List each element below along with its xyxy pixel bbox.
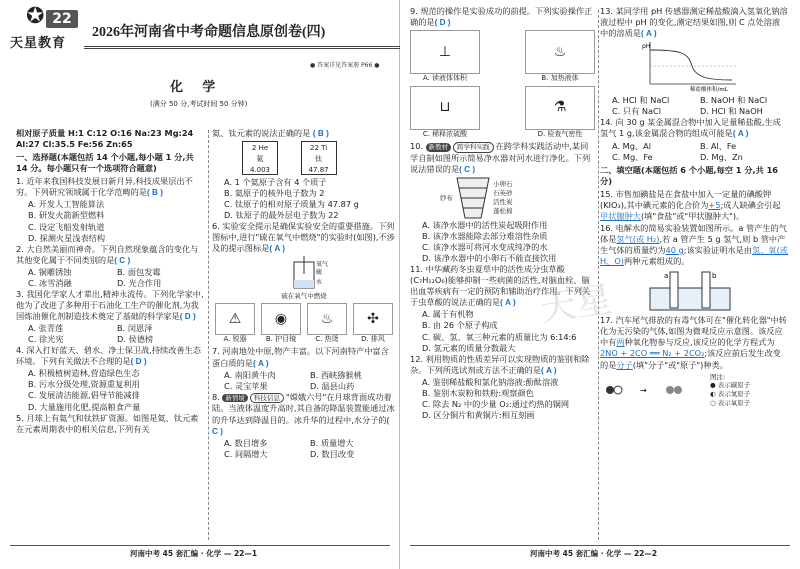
gauze-label: 纱布 — [440, 193, 453, 202]
heating-tube-icon: ♨ — [525, 30, 595, 74]
q10-option: A. 该净水器中的活性炭起吸附作用 — [422, 219, 548, 230]
q11-option: C. 碳、氢、氧三种元素的质量比为 6:14:6 — [422, 331, 577, 342]
question-7: 7. 河南地处中原,物产丰富。以下河南特产中富含蛋白质的是( A ) — [212, 346, 389, 368]
paper-number: 22 — [46, 10, 78, 28]
context-tag: 新教材 — [426, 143, 452, 152]
ph-curve-chart — [640, 40, 740, 92]
sulfur-combustion-figure — [212, 256, 396, 302]
q4-option: D. 大量施用化肥,提高粮食产量 — [28, 401, 141, 412]
svg-text:稀盐酸体积/mL: 稀盐酸体积/mL — [690, 87, 728, 93]
figure-caption: 硫在氧气中燃烧 — [281, 292, 327, 301]
q2-option: A. 铜雕锈蚀 — [28, 266, 72, 277]
question-11: 11. 中华藏药冬虫夏草中的活性成分虫草酸(C₇H₁₂O₆)能够抑制一些病菌的活性,对脑血栓、脑出血等疾病有一定的预防和辅助治疗作用。下列关于虫草酸的说法正确的是( A ) — [410, 264, 591, 308]
q10-option: B. 该净水器能除去部分难溶性杂质 — [422, 230, 548, 241]
water-filter-figure: 纱布 小卵石 石英砂 活性炭 蓬松棉 — [410, 176, 595, 220]
q12-option: A. 鉴别稀盐酸和氯化钠溶液:酚酞溶液 — [422, 376, 559, 387]
safety-icons: ⚠ A. 锐器 ◉ B. 护目镜 ♨ C. 热烫 ✣ D. 排风 — [212, 303, 396, 344]
q11-option: D. 氢元素的质量分数最大 — [422, 342, 516, 353]
center-divider — [399, 0, 400, 569]
svg-text:pH: pH — [642, 43, 651, 51]
column-divider — [208, 130, 209, 540]
q4-option: B. 污水分级处理,资源重复利用 — [28, 379, 140, 390]
q1-option: C. 设定飞船发射轨道 — [28, 221, 105, 232]
footer-rule — [10, 545, 390, 546]
q9-images-row1: ⊥ A. 读液体体积 ♨ B. 加热液体 — [410, 30, 595, 83]
helium-card: 2 He 氦 4.003 — [242, 141, 278, 175]
goggles-icon: ◉ — [261, 303, 301, 335]
graduated-cylinder-icon: ⊥ — [410, 30, 480, 74]
exam-meta: (满分 50 分,考试时间 50 分钟) — [150, 100, 248, 108]
reaction-diagram — [600, 373, 788, 408]
q8-option: A. 数目增多 — [224, 437, 268, 448]
subject-title: 化 学 — [170, 79, 224, 94]
column-1 — [16, 128, 206, 436]
q7-option: C. 灵宝苹果 — [224, 380, 268, 391]
reaction-legend: 图注: ● 表示碳原子 ◐ 表示氮原子 ○ 表示氧原子 — [710, 372, 751, 407]
footer-right: 河南中考 45 套汇编 · 化学 — 22—2 — [530, 549, 658, 558]
svg-text:→: → — [640, 386, 647, 396]
svg-text:b: b — [712, 272, 717, 281]
question-9: 9. 规范的操作是实验成功的前提。下列实验操作正确的是( D ) — [410, 6, 593, 28]
question-1: 1. 近年来我国科技发展日新月异,科技成果层出不穷。下列研究领域属于化学范畴的是( B ) — [16, 176, 193, 198]
watermark: 天星 — [537, 279, 615, 329]
molecule-diagram — [600, 379, 710, 401]
section-2-title: 二、填空题(本题包括 6 个小题,每空 1 分,共 16 分) — [600, 164, 779, 186]
q12-option: D. 区分铜片和黄铜片:相互刻画 — [422, 409, 535, 420]
svg-text:水: 水 — [316, 278, 323, 286]
hot-surface-icon: ♨ — [307, 303, 347, 335]
q12-option: C. 除去 N₂ 中的少量 O₂:通过灼热的铜网 — [422, 398, 570, 409]
question-10: 10. 新教材 跨学科实践 在跨学科实践活动中,某同学自制如图所示简易净水器对河水进行净化。下列说法错误的是( C ) — [410, 141, 591, 174]
q10-option: D. 该净水器中的小卵石不能直接饮用 — [422, 253, 557, 264]
ph-curve — [650, 50, 732, 80]
flask-icon: ⚗ — [525, 86, 595, 130]
column-3 — [410, 6, 595, 421]
jar-diagram — [274, 256, 334, 290]
q1-option: A. 开发人工智能算法 — [28, 199, 105, 210]
column-4 — [600, 6, 788, 408]
question-16: 16. 电解水的简易实验装置如图所示。a 管产生的气体是氢气(或 H₂),若 a 管产生 5 g 氢气,则 b 管中产生气体的质量约为40 g;该实验证明水是由氢、氧(或 H、O)两种元素组成的。 — [600, 222, 788, 267]
q3-option: D. 侯德榜 — [117, 334, 154, 345]
q2-option: B. 面包发霉 — [117, 266, 161, 277]
q4-option: C. 发展清洁能源,倡导节能减排 — [28, 390, 140, 401]
brand-name: 天星教育 — [10, 35, 67, 50]
q9-images-row2: ⊔ C. 稀释浓硫酸 ⚗ D. 检查气密性 — [410, 86, 595, 139]
q14-option: C. Mg、Fe — [612, 151, 653, 162]
svg-text:硫: 硫 — [316, 268, 323, 276]
beaker-icon: ⊔ — [410, 86, 480, 130]
column-2 — [212, 128, 396, 460]
question-12: 12. 利用物质的性质差异可以实现物质的鉴别和除杂。下列所选试剂或方法不正确的是( A ) — [410, 353, 590, 375]
section-1-title: 一、选择题(本题包括 14 个小题,每小题 1 分,共 14 分。每小题只有一个选项符合题意) — [16, 152, 194, 174]
question-4: 4. 深入打好蓝天、碧水、净土保卫战,持续改善生态环境。下列有关做法不合理的是( D ) — [16, 345, 201, 367]
electrolysis-diagram — [640, 268, 740, 312]
paper-title: 2026年河南省中考命题信息原创卷(四) — [92, 25, 326, 40]
question-13: 13. 某同学用 pH 传感器测定稀盐酸滴入氢氧化钠溶液过程中 pH 的变化,测定结果如图,则 C 点处溶液中的溶质是( A ) — [600, 6, 788, 39]
q5-option: D. 钛原子的最外层电子数为 22 — [224, 210, 339, 221]
q13-option: D. HCl 和 NaOH — [700, 106, 763, 117]
element-cards — [212, 141, 396, 175]
q13-option: C. 只有 NaCl — [612, 106, 662, 117]
q7-option: B. 西峡猕猴桃 — [310, 369, 362, 380]
atomic-masses: 相对原子质量 H:1 C:12 O:16 Na:23 Mg:24 Al:27 Cl:35.5 Fe:56 Zn:65 — [16, 128, 194, 150]
topic-tag: 跨学科实践 — [453, 142, 494, 153]
question-6: 6. 实验安全提示是确保实验安全的重要措施。下列图标中,进行"硫在氧气中燃烧"的实验时(如图),不涉及的提示图标是( A ) — [212, 221, 395, 254]
q11-option: B. 由 26 个原子构成 — [422, 320, 498, 331]
q8-option: C. 间隔增大 — [224, 448, 268, 459]
question-5: 5. 月球上有氦气和钛铁矿资源。如图是氦、钛元素在元素周期表中的相关信息,下列有关 — [16, 412, 199, 434]
svg-text:a: a — [664, 272, 669, 281]
q8-option: D. 数目改变 — [310, 448, 355, 459]
q3-option: A. 张青莲 — [28, 323, 64, 334]
q12-option: B. 鉴别木炭粉和铁粉:观察颜色 — [422, 387, 534, 398]
page-header — [10, 6, 390, 68]
q3-option: B. 闵恩泽 — [117, 323, 153, 334]
ventilation-icon: ✣ — [353, 303, 393, 335]
context-tag: 新情境 — [222, 394, 248, 403]
column-divider — [598, 10, 599, 540]
q13-option: B. NaOH 和 NaCl — [700, 95, 768, 106]
question-17: 17. 汽车尾气排放的有毒气体可在"催化转化器"中转化为无污染的气体,如图为微观反应示意图。该反应中有两种氧化物参与反应,该反应的化学方程式为2NO + 2CO ══ N₂ + 2CO₂;该反应前后发生改变的是分子(填"分子"或"原子")种类。 — [600, 315, 787, 370]
q14-option: A. Mg、Al — [612, 140, 651, 151]
star-icon: ✪ — [26, 4, 45, 29]
q7-option: D. 温县山药 — [310, 380, 355, 391]
question-2: 2. 大自然美丽而神奇。下列自然现象蕴含的变化与其他变化属于不同类别的是( C ) — [16, 243, 199, 265]
q14-option: D. Mg、Zn — [700, 151, 743, 162]
title-rule — [84, 46, 400, 49]
question-3: 3. 我国化学家人才辈出,精神永流传。下列化学家中,他为了改进了多种用于石油化工生产的催化剂,为我国炼油催化剂制造技术奠定了基础的科学家是( D ) — [16, 288, 204, 321]
q8-option: B. 质量增大 — [310, 437, 354, 448]
q3-option: C. 徐光宪 — [28, 334, 64, 345]
q2-option: C. 冰雪消融 — [28, 277, 72, 288]
q5-option: A. 1 个氦原子含有 4 个质子 — [224, 177, 327, 188]
sharp-object-icon: ⚠ — [215, 303, 255, 335]
footer-rule — [410, 545, 790, 546]
q4-option: A. 积极植树造林,营造绿色生态 — [28, 368, 140, 379]
question-14: 14. 向 30 g 某金属混合物中加入足量稀盐酸,生成氢气 1 g,该金属混合物的组成可能是( A ) — [600, 117, 781, 139]
question-5-cont: 氦、钛元素的说法正确的是 ( B ) — [212, 128, 329, 138]
question-15: 15. 市售加碘盐是在食盐中加入一定量的碘酸钾(KIO₃),其中碘元素的化合价为+5;成人缺碘会引起甲状腺肿大(填"食盐"或"甲状腺肿大")。 — [600, 188, 781, 221]
question-8: 8. 新情境 科技信息 "嫦娥六号"在月球背面成功着陆。当液体温度升高时,其自备的降温装置能通过冰的升华达到降温目的。冰升华的过程中,水分子的( C ) — [212, 391, 395, 436]
q5-option: B. 氦原子的核外电子数为 2 — [224, 188, 325, 199]
footer-left: 河南中考 45 套汇编 · 化学 — 22—1 — [130, 549, 258, 558]
filter-diagram — [453, 176, 493, 220]
brand-logo — [10, 6, 78, 62]
q10-option: C. 该净水器可将河水变成纯净的水 — [422, 242, 548, 253]
q2-option: D. 光合作用 — [117, 277, 162, 288]
q1-option: D. 探测火星浅表结构 — [28, 232, 106, 243]
titanium-card: 22 Ti 钛 47.87 — [301, 141, 337, 175]
q14-option: B. Al、Fe — [700, 140, 737, 151]
q7-option: A. 南阳黄牛肉 — [224, 369, 276, 380]
topic-tag: 科技信息 — [250, 393, 284, 404]
q11-option: A. 属于有机物 — [422, 309, 474, 320]
svg-text:氧气: 氧气 — [316, 260, 329, 268]
q5-option: C. 钛原子的相对原子质量为 47.87 g — [224, 199, 359, 210]
answer-ref: ● 答案详见答案册 P66 ● — [310, 62, 380, 69]
q1-option: B. 研发火箭新型燃料 — [28, 210, 105, 221]
q13-option: A. HCl 和 NaCl — [612, 95, 670, 106]
